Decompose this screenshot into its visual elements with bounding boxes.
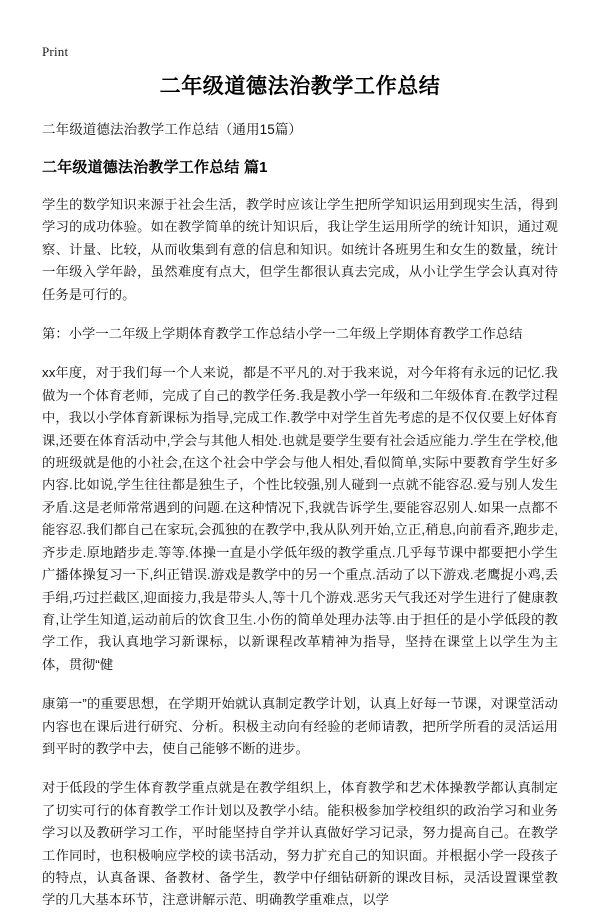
section-heading: 二年级道德法治教学工作总结 篇1 [42,159,268,176]
body-paragraph: 对于低段的学生体育教学重点就是在教学组织上，体育教学和艺术体操教学都认真制定了切实可行的体育教学工作计划以及教学小结。能积极参加学校组织的政治学习和业务学习以及教研学习工作，平时能坚持自学并认真做好学习记录，努力提高自己。在教学工作同时，也积极响应学校的读书活动，努力扩充自己的知识面。并根据小学一段孩子的特点，认真备课、备教材、备学生，教学中仔细钻研新的课改目标，灵活设置课堂教学的几大基本环节，注意讲解示范、明确教学重难点，以学 [42,780,558,908]
print-label[interactable]: Print [42,44,69,59]
body-paragraph: xx年度，对于我们每一个人来说，都是不平凡的.对于我来说，对今年将有永远的记忆.我做为一个体育老师，完成了自己的教学任务.我是教小学一年级和二年级体育.在教学过程中，我以小学体育新课标为指导,完成工作.教学中对学生首先考虑的是不仅仅要上好体育课,还要在体育活动中,学会与其他人相处.也就是要学生要有社会适应能力.学生在学校,他的班级就是他的小社会,在这个社会中学会与他人相处,看似简单,实际中要教育学生好多内容.比如说,学生往往都是独生子，个性比较强,别人碰到一点就不能容忍.爱与别人发生矛盾.这是老师常常遇到的问题.在这种情况下,我就告诉学生,要能容忍别人.如果一点都不能容忍.我们都自己在家玩,会孤独的在教学中,我从队列开始,立正,稍息,向前看齐,跑步走,齐步走.原地踏步走.等等.体操一直是小学低年级的教学重点.几乎每节课中都要把小学生广播体操复习一下,纠正错误.游戏是教学中的另一个重点.活动了以下游戏.老鹰捉小鸡,丢手绢,巧过拦截区,迎面接力,我是带头人,等十几个游戏.恶劣天气我还对学生进行了健康教育,让学生知道,运动前后的饮食卫生.小伤的简单处理办法等.由于担任的是小学低段的教学工作，我认真地学习新课标，以新课程改革精神为指导，坚持在课堂上以学生为主体，贯彻“健 [42,365,558,672]
document-body [42,72,558,912]
page-title: 二年级道德法治教学工作总结 [159,75,441,98]
body-paragraph: 康第一”的重要思想，在学期开始就认真制定教学计划，认真上好每一节课，对课堂活动内容也在课后进行研究、分析。积极主动向有经验的老师请教，把所学所看的灵活运用到平时的教学中去，使自己能够不断的进步。 [42,696,558,756]
document-subtitle: 二年级道德法治教学工作总结（通用15篇） [42,122,303,137]
body-paragraph: 学生的数学知识来源于社会生活，教学时应该让学生把所学知识运用到现实生活，得到学习的成功体验。如在教学简单的统计知识后，我让学生运用所学的统计知识，通过观察、计量、比较，从而收集到有意的信息和知识。如统计各班男生和女生的数量，统计一年级入学年龄，虽然难度有点大，但学生都很认真去完成，从小让学生学会认真对待任务是可行的。 [42,197,558,302]
body-paragraph: 第：小学一二年级上学期体育教学工作总结小学一二年级上学期体育教学工作总结 [42,326,523,342]
